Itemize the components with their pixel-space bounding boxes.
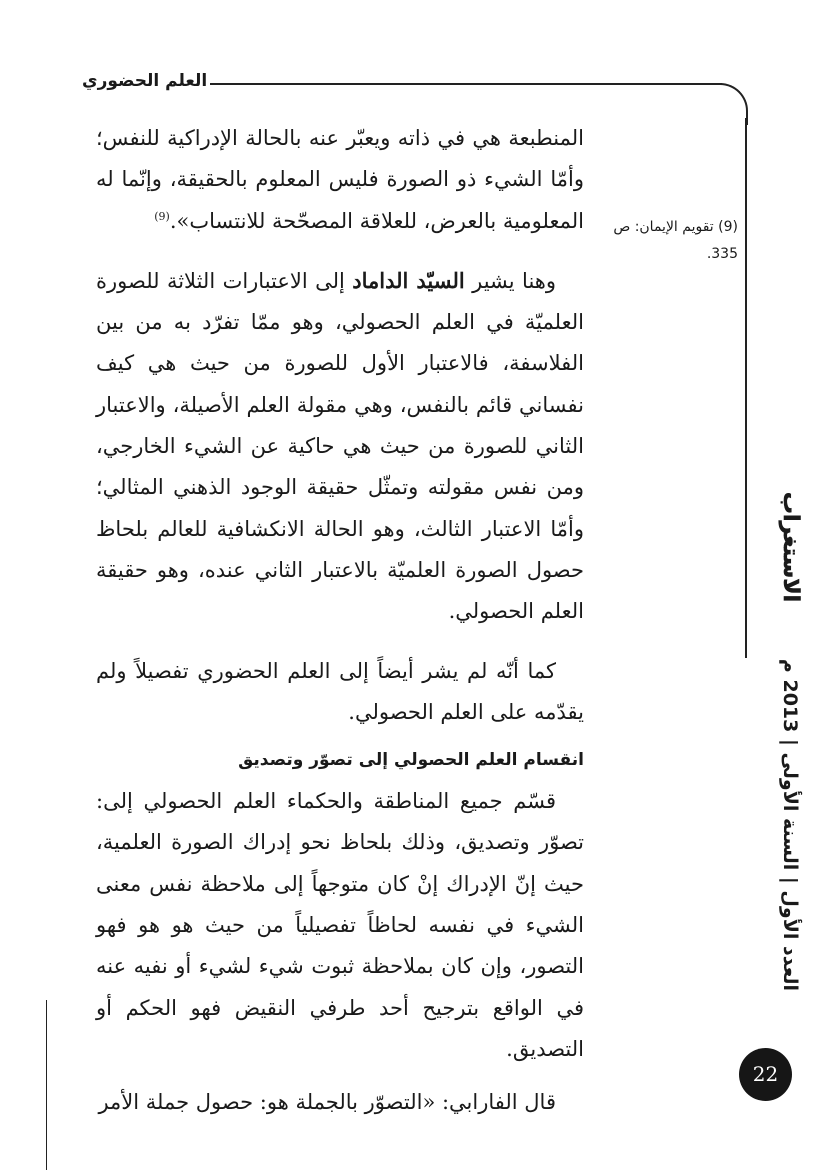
paragraph-4: قسّم جميع المناطقة والحكماء العلم الحصولي إلى: تصوّر وتصديق، وذلك بلحاظ نحو إدراك الصورة العلمية، حيث إنّ الإدراك إنْ كان متوجهاً إلى ملاحظة نفس معنى الشيء في نفسه لحاظاً تفصيلياً من حيث هو هو فهو التصور، وإن كان بملاحظة ثبوت شيء لشيء أو نفيه عنه في الواقع بترجيح أحد طرفي النقيض فهو الحكم أو التصديق. (96, 789, 585, 1061)
paragraph-2-rest: إلى الاعتبارات الثلاثة للصورة العلميّة في العلم الحصولي، وهو ممّا تفرّد به من بين الفلاسفة، فالاعتبار الأول للصورة من حيث هي كيف نفساني قائم بالنفس، وهي مقولة العلم الأصيلة، والاعتبار الثاني للصورة من حيث هي حاكية عن الشيء الخارجي، ومن نفس مقولته وتمثّل حقيقة الوجود الذهني المثالي؛ وأمّا الاعتبار الثالث، وهو الحالة الانكشافية للعالم بلحاظ حصول الصورة العلميّة بالاعتبار الثاني عنده، وهو حقيقة العلم الحصولي. (96, 268, 584, 624)
footnote: (9) تقويم الإيمان: ص 335. (613, 219, 738, 262)
paragraph-gap (96, 242, 584, 260)
paragraph-2-intro: وهنا يشير (464, 268, 556, 293)
paragraph-2-name: السيّد الداماد (352, 267, 465, 293)
footnote-marker: (9) (154, 209, 170, 223)
frame-corner (706, 83, 748, 125)
paragraph-gap (96, 633, 584, 651)
journal-logo (760, 491, 820, 603)
issue-info (760, 658, 820, 992)
body-text (96, 118, 584, 1124)
issue-info-text: العدد الأول | السنة الأولى | 2013 م (779, 658, 801, 992)
page-number: 22 (739, 1048, 792, 1101)
paragraph-3: كما أنّه لم يشر أيضاً إلى العلم الحضوري تفصيلاً ولم يقدّمه على العلم الحصولي. (96, 658, 584, 724)
running-header: العلم الحضوري (82, 71, 208, 91)
section-heading: انقسام العلم الحصولي إلى تصوّر وتصديق (238, 750, 584, 771)
frame-top-rule (210, 83, 722, 85)
paragraph-5: قال الفارابي: «التصوّر بالجملة هو: حصول جملة الأمر (98, 1090, 556, 1115)
paragraph-gap (96, 1070, 584, 1082)
paragraph-1 (96, 118, 584, 242)
paragraph-2 (96, 260, 584, 633)
frame-right-rule (745, 118, 747, 658)
journal-logo-text: الاستغراب (778, 491, 803, 603)
paragraph-1-text: المنطبعة هي في ذاته ويعبّر عنه بالحالة الإدراكية للنفس؛ وأمّا الشيء ذو الصورة فليس المعلوم بالحقيقة، وإنّما له المعلومية بالعرض، للعلاقة المصحّحة للانتساب». (96, 126, 584, 233)
gutter-line (46, 1000, 47, 1170)
